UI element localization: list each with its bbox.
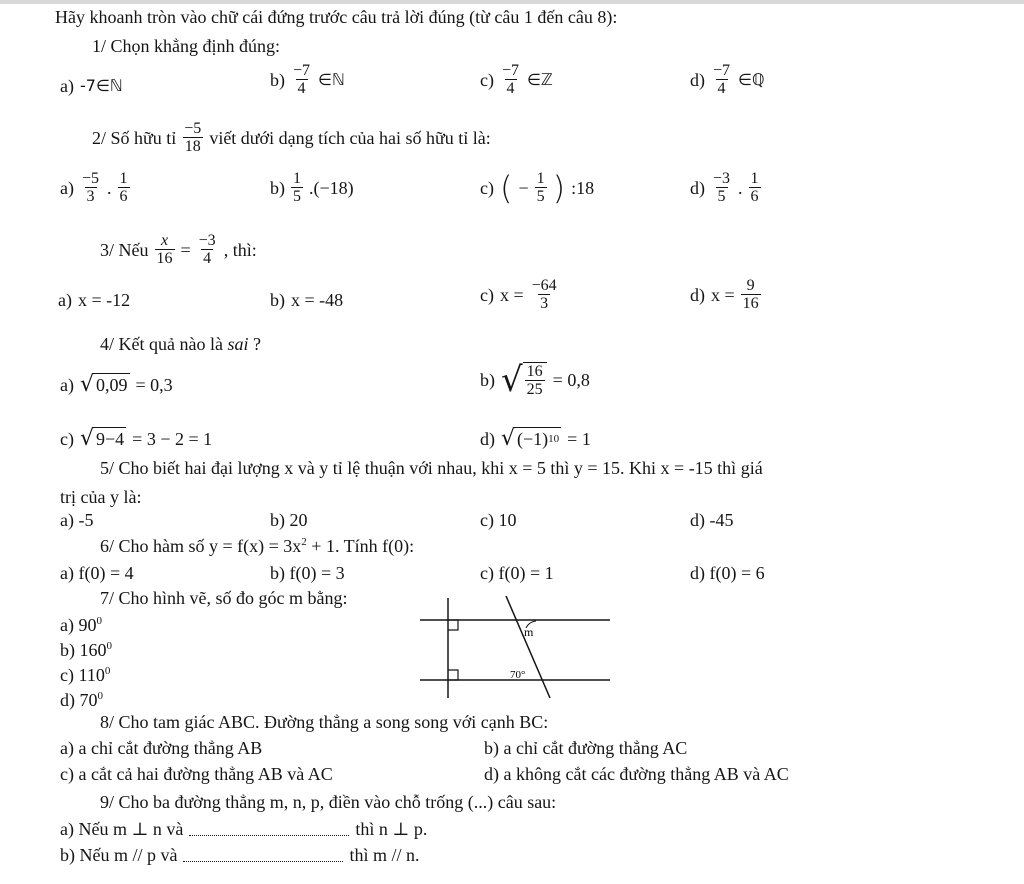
q9-item-a xyxy=(60,818,427,840)
option-tail: ∈ℕ xyxy=(318,69,345,89)
q1-option-d[interactable] xyxy=(690,62,765,97)
option-text: d) 70 xyxy=(60,690,98,710)
q2-option-b[interactable] xyxy=(270,170,354,205)
option-label: b) xyxy=(270,177,285,198)
option-label: c) xyxy=(480,284,494,305)
angle-70-label: 70° xyxy=(510,669,526,681)
option-x: x = xyxy=(499,284,524,305)
fraction: −3 5 xyxy=(713,170,731,205)
fraction: $\frac{-64}{3}$ xyxy=(531,277,557,312)
q2-prefix: 2/ Số hữu tỉ xyxy=(92,127,177,148)
q4-title xyxy=(100,333,261,355)
option-tail: = 3 − 2 = 1 xyxy=(132,428,213,449)
fraction: −5 18 xyxy=(184,120,202,155)
option-text: c) 110 xyxy=(60,665,105,685)
q9-title: 9/ Cho ba đường thẳng m, n, p, điền vào chỗ trống (...) câu sau: xyxy=(100,792,557,812)
option-label: c) xyxy=(60,428,74,449)
q8-option-d[interactable]: d) a không cắt các đường thẳng AB và AC xyxy=(484,764,789,784)
option-label: a) xyxy=(60,177,74,198)
q4-title-italic: sai xyxy=(227,334,249,354)
q6-option-c[interactable]: c) f(0) = 1 xyxy=(480,563,554,583)
option-label: d) xyxy=(690,177,705,198)
minus-sign: − xyxy=(518,177,529,198)
q5-option-b[interactable]: b) 20 xyxy=(270,510,308,530)
q1-option-b[interactable] xyxy=(270,62,345,97)
fill-in-blank[interactable] xyxy=(183,849,343,862)
option-label: d) xyxy=(690,69,705,90)
option-text: x = -48 xyxy=(291,290,344,310)
q3-suffix: , thì: xyxy=(223,239,257,260)
q7-option-d[interactable] xyxy=(60,689,103,711)
q7-figure xyxy=(410,592,620,700)
option-x: x = xyxy=(711,284,735,305)
q6-pre: 6/ Cho hàm số y = f(x) = 3x xyxy=(100,536,302,556)
q3-option-b[interactable] xyxy=(270,289,343,311)
angle-m-label: m xyxy=(524,625,534,639)
q4-title-main: 4/ Kết quả nào là xyxy=(100,334,223,354)
q6-option-b[interactable]: b) f(0) = 3 xyxy=(270,563,345,583)
q9-item-b xyxy=(60,844,420,866)
q8-option-b[interactable]: b) a chỉ cắt đường thẳng AC xyxy=(484,738,688,758)
fraction: $\frac{x}{16}$ xyxy=(156,232,173,267)
q8-option-c[interactable]: c) a cắt cả hai đường thẳng AB và AC xyxy=(60,764,333,784)
q6-option-a[interactable]: a) f(0) = 4 xyxy=(60,563,134,583)
q4-option-d[interactable] xyxy=(480,427,591,450)
degree: 0 xyxy=(97,690,103,702)
option-label: d) xyxy=(480,428,495,449)
q7-title: 7/ Cho hình vẽ, số đo góc m bằng: xyxy=(100,588,348,608)
degree: 0 xyxy=(96,615,102,627)
q5-option-a[interactable]: a) -5 xyxy=(60,510,94,530)
fraction: −7 4 xyxy=(501,62,520,97)
fraction: 1 6 xyxy=(119,170,128,205)
option-label: b) xyxy=(480,370,495,390)
q3-prefix: 3/ Nếu xyxy=(100,239,149,260)
q5-line2: trị của y là: xyxy=(60,487,142,507)
q7-option-a[interactable] xyxy=(60,614,102,636)
fraction: −7 4 xyxy=(713,62,731,97)
q4-option-a[interactable] xyxy=(60,373,173,396)
option-label: a) xyxy=(60,374,74,395)
square-root: √ 0,09 xyxy=(79,371,128,397)
right-angle-mark-top xyxy=(448,620,458,630)
equals: = xyxy=(180,239,191,260)
q9-a-pre: a) Nếu m ⊥ n và xyxy=(60,819,184,839)
dot: . xyxy=(738,177,743,198)
q4-title-end: ? xyxy=(252,334,261,354)
option-label: d) xyxy=(690,284,705,305)
q1-title: 1/ Chọn khẳng định đúng: xyxy=(92,36,280,56)
q9-b-pre: b) Nếu m // p và xyxy=(60,845,178,865)
q9-b-post: thì m // n. xyxy=(349,845,420,865)
q4-option-c[interactable] xyxy=(60,427,212,450)
option-tail: = 0,8 xyxy=(552,370,590,390)
option-label: c) xyxy=(480,177,494,198)
q3-title xyxy=(100,232,257,267)
q2-option-d[interactable] xyxy=(690,170,761,205)
option-tail: .(−18) xyxy=(309,177,354,198)
q5-option-c[interactable]: c) 10 xyxy=(480,510,517,530)
transversal-line xyxy=(506,596,550,698)
q6-exponent: 2 xyxy=(301,536,307,548)
q5-line1: 5/ Cho biết hai đại lượng x và y tỉ lệ thuận với nhau, khi x = 5 thì y = 15. Khi x = -15 thì giá xyxy=(100,458,763,478)
fraction: −7 4 xyxy=(293,62,311,97)
fraction: −5 3 xyxy=(81,170,100,205)
option-label: c) xyxy=(480,69,494,90)
option-tail: = 0,3 xyxy=(135,374,173,395)
q6-title xyxy=(100,535,414,557)
right-angle-mark-bottom xyxy=(448,670,458,680)
q6-post: + 1. Tính f(0): xyxy=(306,536,415,556)
option-tail: = 1 xyxy=(567,428,591,449)
q2-title xyxy=(92,120,491,155)
degree: 0 xyxy=(104,665,111,677)
fraction: $\frac{-3}{4}$ xyxy=(198,232,216,267)
right-paren: ) xyxy=(552,168,566,207)
fraction: $\frac{1}{5}$ xyxy=(536,170,545,205)
option-tail: ∈ℚ xyxy=(738,69,765,89)
q9-a-post: thì n ⊥ p. xyxy=(355,819,428,839)
dot: . xyxy=(107,177,112,198)
square-root: √ (−1) 10 xyxy=(501,425,560,451)
degree: 0 xyxy=(106,640,112,652)
option-tail: :18 xyxy=(571,177,595,198)
left-paren: ( xyxy=(499,168,513,207)
q3-option-c[interactable] xyxy=(480,277,559,312)
q4-option-b[interactable] xyxy=(480,362,590,398)
option-label: a) xyxy=(60,76,74,96)
option-label: b) xyxy=(270,290,285,310)
q6-option-d[interactable]: d) f(0) = 6 xyxy=(690,563,765,583)
option-text: x = -12 xyxy=(77,290,131,310)
option-label: a) xyxy=(58,290,72,310)
fill-in-blank[interactable] xyxy=(189,823,349,836)
instruction-text: Hãy khoanh tròn vào chữ cái đứng trước câu trả lời đúng (từ câu 1 đến câu 8): xyxy=(55,7,618,27)
option-label: b) xyxy=(270,69,285,90)
square-root: √ 9−4 xyxy=(79,425,125,451)
q2-suffix: viết dưới dạng tích của hai số hữu tỉ là: xyxy=(209,127,491,148)
q8-title: 8/ Cho tam giác ABC. Đường thẳng a song song với cạnh BC: xyxy=(100,712,549,732)
q7-option-c[interactable] xyxy=(60,664,110,686)
q2-option-c[interactable] xyxy=(480,170,594,205)
option-text: -7∈ℕ xyxy=(79,76,123,95)
q3-option-a[interactable] xyxy=(58,289,130,311)
option-tail: ∈ℤ xyxy=(527,69,553,89)
fraction: $\frac{9}{16}$ xyxy=(742,277,759,312)
q1-option-a[interactable] xyxy=(60,75,123,97)
option-text: a) 90 xyxy=(60,615,97,635)
q3-option-d[interactable] xyxy=(690,277,761,312)
option-text: b) 160 xyxy=(60,640,107,660)
square-root: √ 16 25 xyxy=(501,362,547,398)
q7-option-b[interactable] xyxy=(60,639,112,661)
q5-option-d[interactable]: d) -45 xyxy=(690,510,734,530)
fraction: 1 6 xyxy=(750,170,759,205)
fraction: 1 5 xyxy=(293,170,301,205)
q2-option-a[interactable] xyxy=(60,170,130,205)
q8-option-a[interactable]: a) a chỉ cắt đường thẳng AB xyxy=(60,738,263,758)
q1-option-c[interactable] xyxy=(480,62,553,97)
